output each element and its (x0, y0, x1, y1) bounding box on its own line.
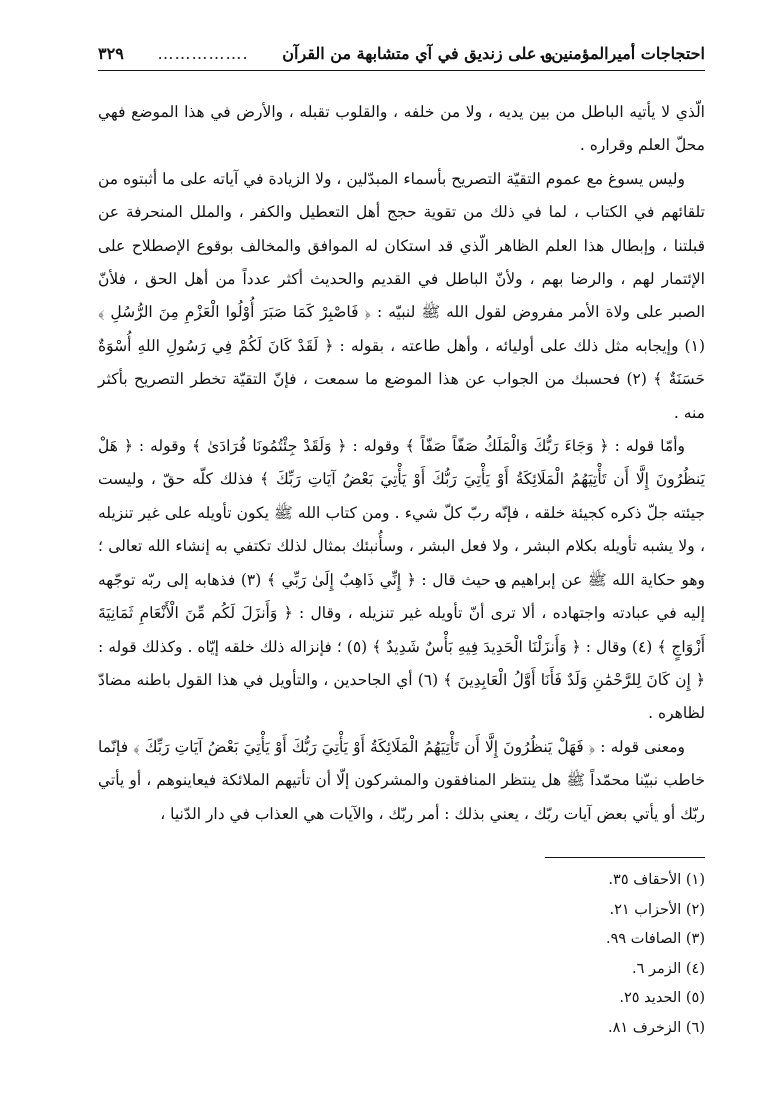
running-header (98, 38, 705, 68)
paragraph-2: وليس يسوغ مع عموم التقيّة التصريح بأسماء المبدّلين ، ولا الزيادة في آياته على ما أثبتوه من تلقائهم في الكتاب ، لما في ذلك من تقوية حجج أهل التعطيل والكفر ، والملل المنحرفة عن قبلتنا ، وإبطال هذا العلم الظاهر الّذي قد استكان له الموافق والمخالف بوقوع الإصطلاح على الإئتمار لهم ، والرضا بهم ، ولأنّ الباطل في القديم والحديث أكثر عدداً من أهل الحق ، فلأنّ الصبر على ولاة الأمر مفروض لقول الله ﷺ لنبيّه : ﴿ فَاصْبِرْ كَمَا صَبَرَ أُوْلُوا الْعَزْمِ مِنَ الرُّسُلِ ﴾ (١) وإيجابه مثل ذلك على أوليائه ، وأهل طاعته ، بقوله : ﴿ لَقَدْ كَانَ لَكُمْ فِي رَسُولِ اللهِ أُسْوَةٌ حَسَنَةٌ ﴾ (٢) فحسبك من الجواب عن هذا الموضع ما سمعت ، فإنّ التقيّة تخطر التصريح بأكثر منه . (98, 169, 705, 422)
footnote-3: (٣) الصافات ٩٩. (606, 931, 705, 947)
header-leader-dots: ……………. (157, 43, 249, 63)
footnote-4: (٤) الزمر ٦. (632, 960, 705, 977)
footnotes (405, 866, 705, 1043)
paragraph-4: ومعنى قوله : ﴿ فَهَلْ يَنظُرُونَ إِلَّا أَن تَأْتِيَهُمُ الْمَلَائِكَةُ أَوْ يَأْتِيَ رَبُّكَ أَوْ يَأْتِيَ بَعْضُ آيَاتِ رَبِّكَ ﴾ فإنّما خاطب نبيّنا محمّداً ﷺ هل ينتظر المنافقون والمشركون إلّا أن تأتيهم الملائكة فيعاينوهم ، أو يأتي ربّك أو يأتي بعض آيات ربّك ، يعني بذلك : أمر ربّك ، والآيات هي العذاب في دار الدّنيا ، (98, 737, 705, 823)
footnote-5: (٥) الحديد ٢٥. (619, 990, 705, 1006)
header-title: احتجاجات أميرالمؤمنين؈ على زنديق في آي متشابهة من القرآن (282, 43, 705, 63)
footnote-2: (٢) الأحزاب ٢١. (609, 901, 705, 918)
header-divider (98, 70, 705, 71)
paragraph-3: وأمّا قوله : ﴿ وَجَاءَ رَبُّكَ وَالْمَلَكُ صَفّاً صَفّاً ﴾ وقوله : ﴿ وَلَقَدْ جِئْتُمُونَا فُرَادَىٰ ﴾ وقوله : ﴿ هَلْ يَنظُرُونَ إِلَّا أَن تَأْتِيَهُمُ الْمَلَائِكَةُ أَوْ يَأْتِيَ رَبُّكَ أَوْ يَأْتِيَ بَعْضُ آيَاتِ رَبِّكَ ﴾ فذلك كلّه حقّ ، وليست جيئته جلّ ذكره كجيئة خلقه ، فإنّه ربّ كلّ شيء . ومن كتاب الله ﷺ يكون تأويله على غير تنزيله ، ولا يشبه تأويله بكلام البشر ، ولا فعل البشر ، وسأُنبئك بمثال لذلك تكتفي به إنشاء الله تعالى ؛ وهو حكاية الله ﷺ عن إبراهيم ؈ حيث قال : ﴿ إِنِّي ذَاهِبٌ إِلَىٰ رَبِّي ﴾ (٣) فذهابه إلى ربّه توجّهه إليه في عبادته واجتهاده ، ألا ترى أنّ تأويله غير تنزيله ، وقال : ﴿ وَأَنزَلَ لَكُم مِّنَ الْأَنْعَامِ ثَمَانِيَةَ أَزْوَاجٍ ﴾ (٤) وقال : ﴿ وَأَنزَلْنَا الْحَدِيدَ فِيهِ بَأْسٌ شَدِيدٌ ﴾ (٥) ؛ فإنزاله ذلك خلقه إيّاه . وكذلك قوله : ﴿ إِن كَانَ لِلرَّحْمَٰنِ وَلَدٌ فَأَنَا أَوَّلُ الْعَابِدِينَ ﴾ (٦) أي الجاحدين ، والتأويل في هذا القول باطنه مضادّ لظاهره . (98, 437, 706, 723)
page-number: ٣٢٩ (98, 43, 124, 63)
main-text (98, 96, 705, 831)
paragraph-1: الّذي لا يأتيه الباطل من بين يديه ، ولا من خلفه ، والقلوب تقبله ، والأرض في هذا الموضع فهي محلّ العلم وقراره . (98, 103, 705, 155)
footnote-6: (٦) الزخرف ٨١. (608, 1019, 705, 1036)
footnote-1: (١) الأحقاف ٣٥. (608, 872, 705, 888)
footnote-divider (545, 857, 705, 858)
